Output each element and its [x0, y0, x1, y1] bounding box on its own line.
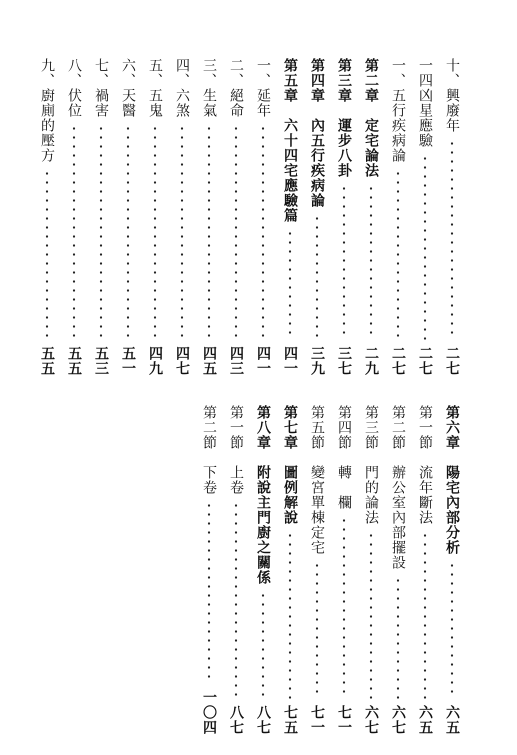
toc-entry-title: 第二章 定宅論法: [363, 58, 379, 178]
toc-entry-page-number: 八七: [255, 705, 271, 735]
toc-entry-page-number: 四九: [147, 346, 163, 376]
dot-leader: [336, 516, 352, 699]
dot-leader: [282, 531, 298, 699]
dot-leader: [444, 561, 460, 699]
toc-entry: [444, 405, 460, 735]
toc-entry-page-number: 三九: [309, 346, 325, 376]
toc-entry-page-number: 一〇四: [201, 690, 217, 735]
dot-leader: [147, 124, 163, 340]
toc-entry-page-number: 四七: [174, 346, 190, 376]
dot-leader: [417, 531, 433, 699]
toc-entry-page-number: 四五: [201, 346, 217, 376]
dot-leader: [255, 124, 271, 340]
toc-entry-page-number: 七五: [282, 705, 298, 735]
toc-entry-title: 一四凶星應驗: [417, 58, 433, 148]
toc-entry-page-number: 五五: [66, 346, 82, 376]
toc-entry: [390, 405, 406, 735]
toc-entry-title: 九、廚廁的壓方: [39, 58, 55, 163]
dot-leader: [93, 124, 109, 340]
toc-entry: [201, 58, 217, 376]
toc-entry-title: 十、興廢年: [444, 58, 460, 133]
dot-leader: [336, 184, 352, 340]
toc-entry-title: 第三章 運步八卦: [336, 58, 352, 178]
dot-leader: [390, 169, 406, 340]
toc-entry: [363, 58, 379, 376]
toc-entry-title: 三、生氣: [201, 58, 217, 118]
toc-entry-page-number: 六五: [444, 705, 460, 735]
toc-entry: [336, 405, 352, 735]
dot-leader: [390, 576, 406, 699]
toc-entry: [66, 58, 82, 376]
toc-entry-title: 四、六煞: [174, 58, 190, 118]
toc-entry: [417, 58, 433, 376]
toc-entry-title: 第六章 陽宅內部分析: [444, 405, 460, 555]
toc-entry-page-number: 四三: [228, 346, 244, 376]
toc-entry-title: 八、伏位: [66, 58, 82, 118]
dot-leader: [309, 561, 325, 699]
dot-leader: [417, 154, 433, 340]
toc-entry-title: 第三節 門的論法: [363, 405, 379, 525]
toc-entry-title: 六、天醫: [120, 58, 136, 118]
toc-entry-title: 第二節 辦公室內部擺設: [390, 405, 406, 570]
toc-entry-title: 第五節 變宮單棟定宅: [309, 405, 325, 555]
dot-leader: [66, 124, 82, 340]
dot-leader: [174, 124, 190, 340]
toc-entry: [282, 58, 298, 376]
dot-leader: [39, 169, 55, 340]
dot-leader: [363, 531, 379, 699]
toc-entry-page-number: 七一: [309, 705, 325, 735]
toc-entry-title: 一、延年: [255, 58, 271, 118]
dot-leader: [444, 139, 460, 340]
toc-entry-page-number: 二九: [363, 346, 379, 376]
toc-entry: [174, 58, 190, 376]
toc-entry: [309, 405, 325, 735]
toc-entry-page-number: 二七: [417, 346, 433, 376]
toc-entry-page-number: 六七: [363, 705, 379, 735]
toc-entry-page-number: 二七: [390, 346, 406, 376]
dot-leader: [120, 124, 136, 340]
toc-entry: [39, 58, 55, 376]
toc-entry-title: 第八章 附說主門廚之關係: [255, 405, 271, 585]
dot-leader: [255, 591, 271, 699]
toc-entry-page-number: 四一: [282, 346, 298, 376]
toc-entry: [390, 58, 406, 376]
toc-entry-title: 第四章 內五行疾病論: [309, 58, 325, 208]
toc-entry: [336, 58, 352, 376]
toc-entry-title: 二、絕命: [228, 58, 244, 118]
toc-entry-title: 第五章 六十四宅應驗篇: [282, 58, 298, 223]
toc-entry-title: 第四節 轉 欄: [336, 405, 352, 510]
toc-entry-title: 一、五行疾病論: [390, 58, 406, 163]
toc-entry: [363, 405, 379, 735]
toc-entry: [120, 58, 136, 376]
toc-entry-title: 第一節 流年斷法: [417, 405, 433, 525]
toc-entry: [93, 58, 109, 376]
toc-entry-page-number: 五一: [120, 346, 136, 376]
toc-entry: [417, 405, 433, 735]
toc-entry: [201, 405, 217, 735]
toc-entry-title: 第七章 圖例解說: [282, 405, 298, 525]
dot-leader: [201, 124, 217, 340]
toc-entry-page-number: 八七: [228, 705, 244, 735]
dot-leader: [309, 214, 325, 340]
toc-entry-title: 五、五鬼: [147, 58, 163, 118]
toc-entry-title: 七、禍害: [93, 58, 109, 118]
toc-entry: [255, 58, 271, 376]
toc-entry-page-number: 三七: [336, 346, 352, 376]
dot-leader: [228, 501, 244, 699]
toc-entry: [255, 405, 271, 735]
toc-entry: [147, 58, 163, 376]
dot-leader: [363, 184, 379, 340]
toc-entry-title: 第一節 上卷: [228, 405, 244, 495]
toc-entry-page-number: 四一: [255, 346, 271, 376]
toc-entry: [309, 58, 325, 376]
toc-entry-title: 第二節 下卷: [201, 405, 217, 495]
toc-entry-page-number: 七一: [336, 705, 352, 735]
dot-leader: [282, 229, 298, 340]
toc-entry-page-number: 二七: [444, 346, 460, 376]
toc-entry: [228, 58, 244, 376]
toc-entry: [444, 58, 460, 376]
dot-leader: [228, 124, 244, 340]
toc-entry-page-number: 六七: [390, 705, 406, 735]
toc-entry-page-number: 五五: [39, 346, 55, 376]
toc-entry: [228, 405, 244, 735]
toc-entry-page-number: 六五: [417, 705, 433, 735]
dot-leader: [201, 501, 217, 684]
toc-entry-page-number: 五三: [93, 346, 109, 376]
toc-entry: [282, 405, 298, 735]
